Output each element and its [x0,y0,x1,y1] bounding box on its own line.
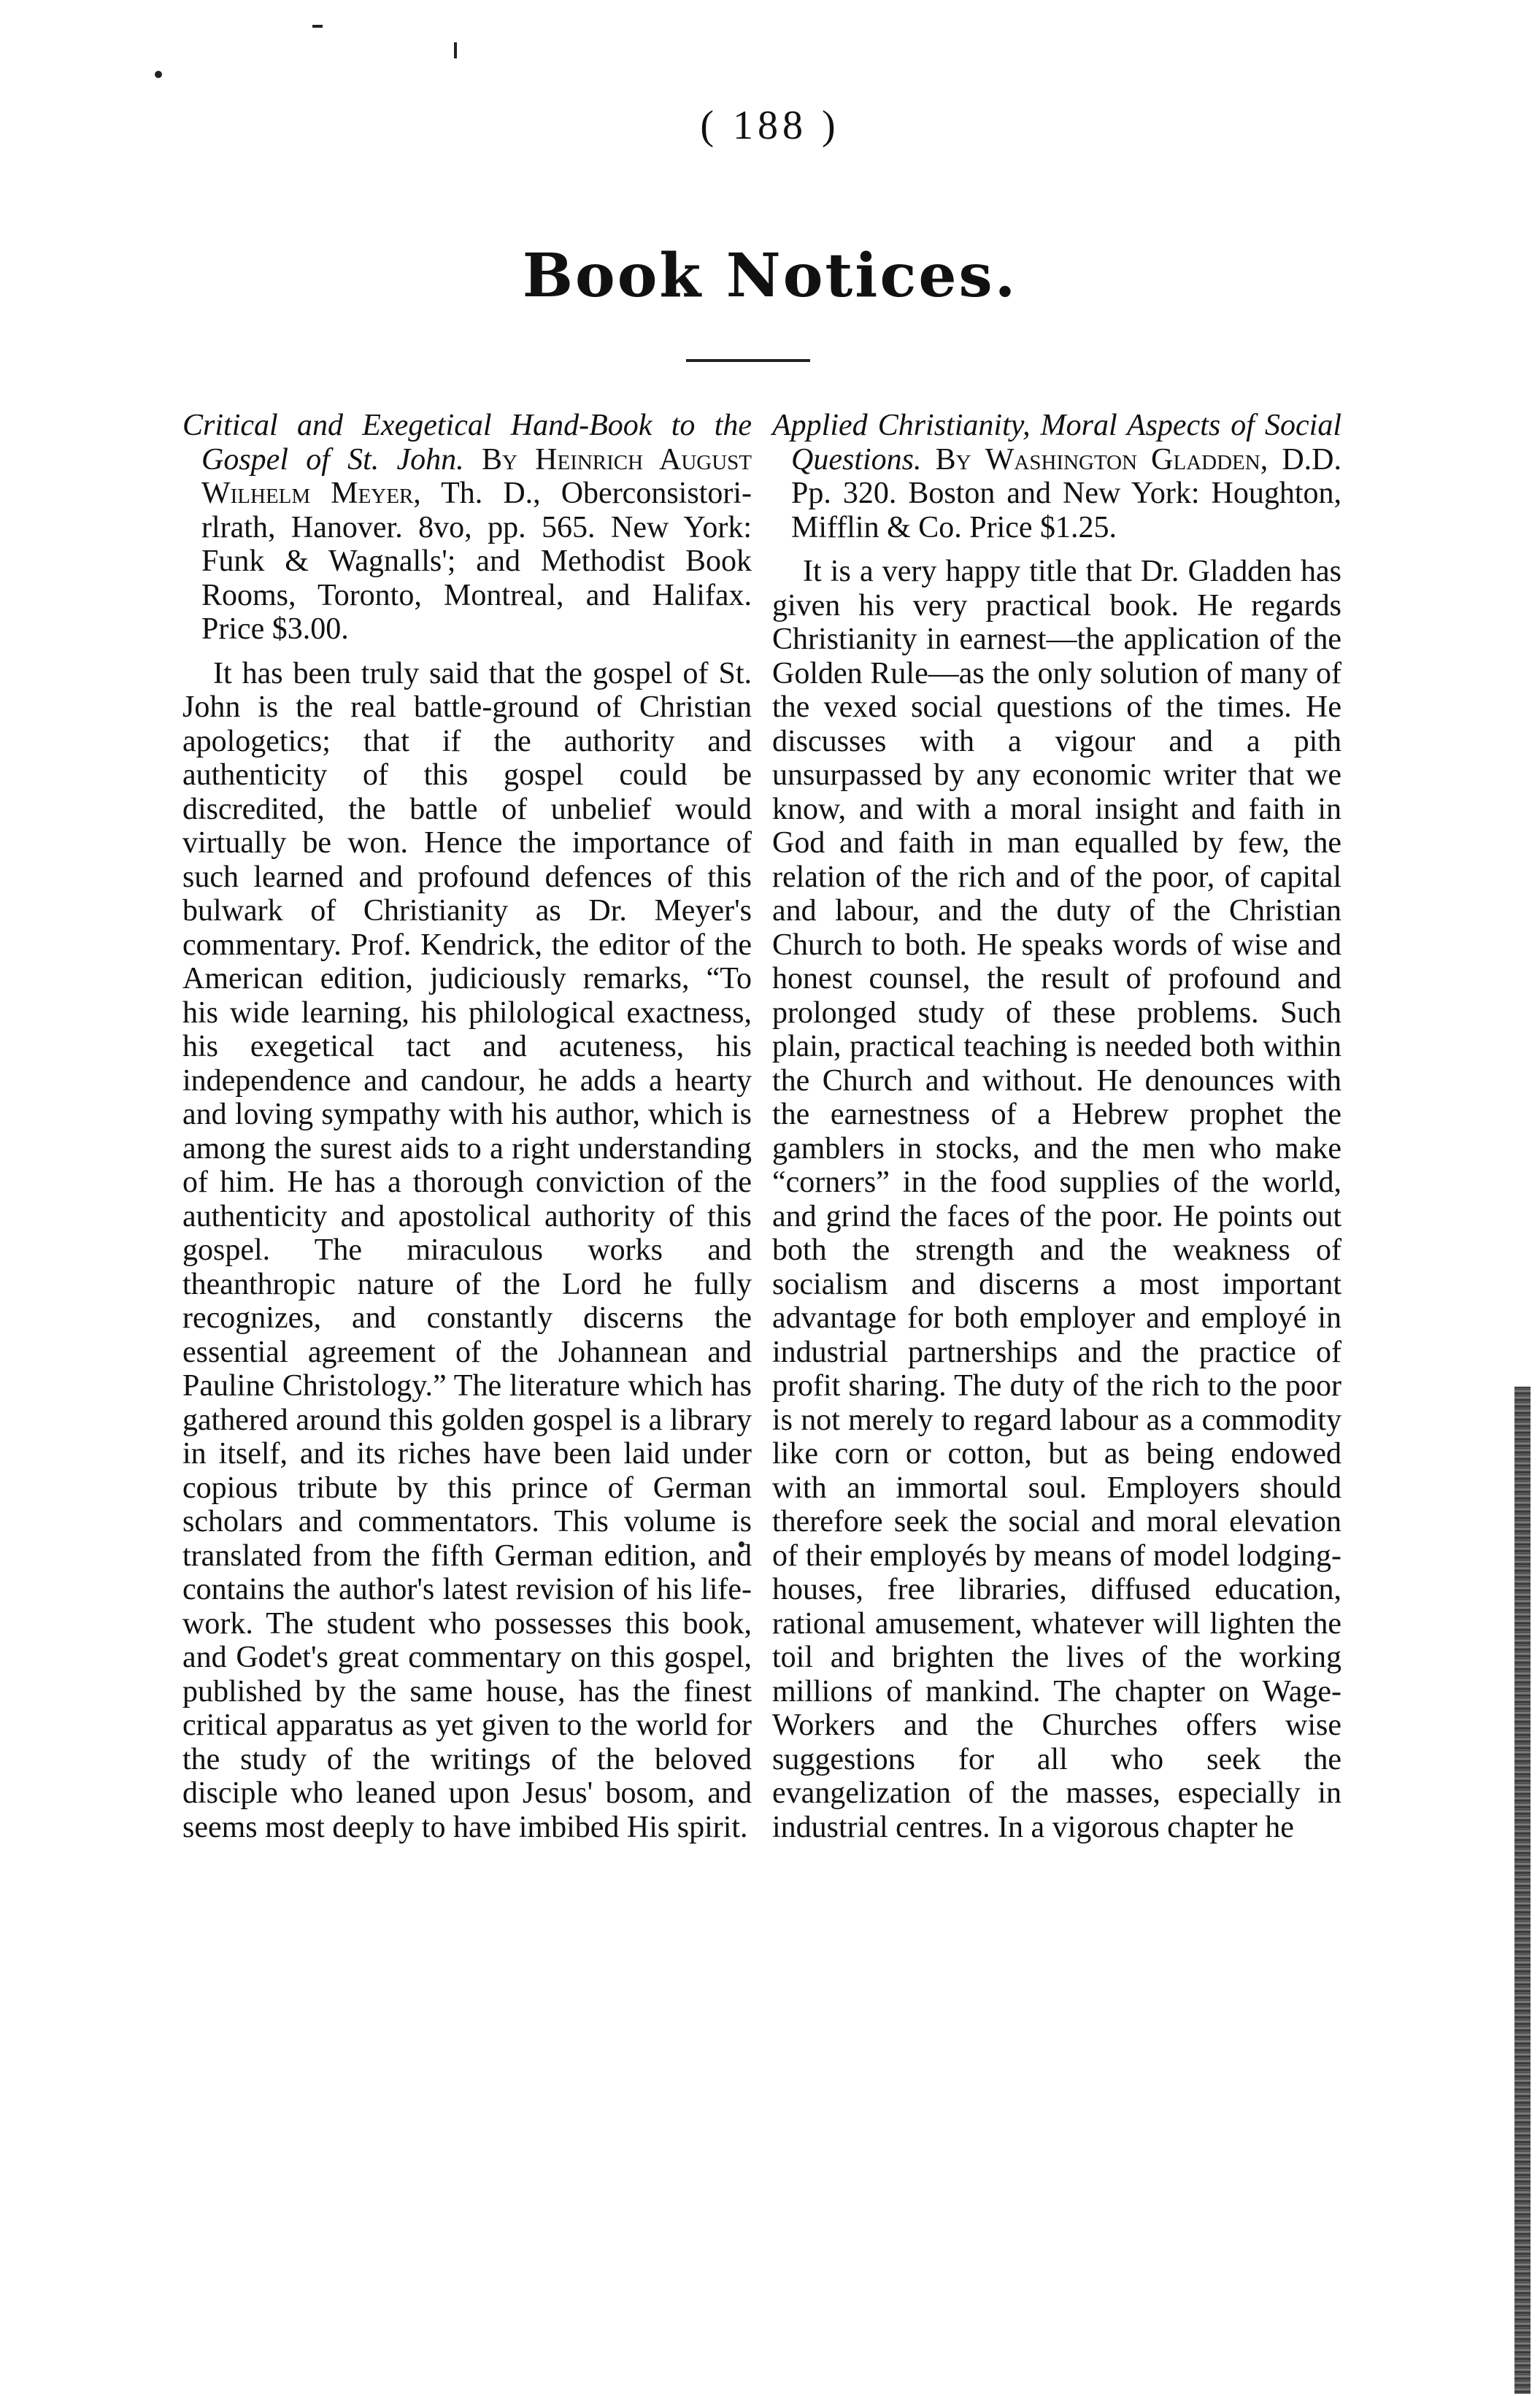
scan-speck [454,42,457,58]
scan-edge-shadow [1514,1387,1531,2394]
review-heading [182,409,752,647]
page-number: ( 188 ) [700,103,840,148]
scan-speck [312,25,323,28]
book-details: , D.D. Pp. 320. Boston and New York: Houghton, Mifflin & Co. Price $1.25. [791,442,1342,544]
by-label: By [481,442,517,477]
book-title: Critical and Exegetical Hand-Book to the Gospel of St. John. [182,409,752,477]
left-column [182,409,752,1844]
review-heading [772,409,1341,544]
review-body: It has been truly said that the gospel of St. John is the real battle-ground of Christian apologetics; that if the authority and authenticity of this gospel could be discredited, the battle of unbelief would virtually be won. Hence the importance of such learned and profound defences of this bulwark of Christianity as Dr. Meyer's commentary. Prof. Kendrick, the editor of the American edition, judiciously remarks, “To his wide learning, his philological exactness, his exegetical tact and acuteness, his independence and candour, he adds a hearty and loving sympathy with his author, which is among the surest aids to a right understanding of him. He has a thorough conviction of the authenticity and apostolical authority of this gospel. The miraculous works and theanthropic nature of the Lord he fully recognizes, and constantly discerns the essential agreement of the Johannean and Pauline Christology.” The literature which has gathered around this golden gospel is a library in itself, and its riches have been laid under copious tribute by this prince of German scholars and commentators. This volume is translated from the fifth German edition, and contains the author's latest revision of his life-work. The student who possesses this book, and Godet's great commentary on this gospel, published by the same house, has the finest critical apparatus as yet given to the world for the study of the writings of the beloved disciple who leaned upon Jesus' bosom, and seems most deeply to have imbibed His spirit. [182,656,752,1844]
title-divider [686,359,810,362]
section-title: Book Notices. [522,241,1018,311]
review-body: It is a very happy title that Dr. Gladden has given his very practical book. He regards Christianity in earnest—the application of the Golden Rule—as the only solution of many of the vexed social questions of the times. He discusses with a vigour and a pith unsurpassed by any economic writer that we know, and with a moral insight and faith in God and faith in man equalled by few, the relation of the rich and of the poor, of capital and labour, and the duty of the Christian Church to both. He speaks words of wise and honest counsel, the result of profound and prolonged study of these problems. Such plain, practical teaching is needed both within the Church and without. He denounces with the earnestness of a Hebrew prophet the gamblers in stocks, and the men who make “corners” in the food supplies of the world, and grind the faces of the poor. He points out both the strength and the weakness of socialism and discerns a most important advantage for both employer and employé in industrial partnerships and the practice of profit sharing. The duty of the rich to the poor is not merely to regard labour as a commodity like corn or cotton, but as being endowed with an immortal soul. Employers should therefore seek the social and moral elevation of their employés by means of model lodging-houses, free libraries, diffused education, rational amusement, whatever will lighten the toil and brighten the lives of the working millions of mankind. The chapter on Wage-Workers and the Churches offers wise suggestions for all who seek the evangelization of the masses, especially in industrial centres. In a vigorous chapter he [772,555,1341,1844]
right-column [772,409,1341,1844]
book-author: Washington Gladden [985,442,1260,477]
by-label: By [935,442,971,477]
book-author: Heinrich August Wilhelm Meyer [201,442,752,510]
book-details: , Th. D., Oberconsistori-rlrath, Hanover. 8vo, pp. 565. New York: Funk & Wagnalls'; and Methodist Book Rooms, Toronto, Montreal, and Halifax. Price $3.00. [201,477,752,646]
book-title: Applied Christianity, Moral Aspects of Social Questions. [772,409,1341,477]
scan-speck [155,71,162,78]
